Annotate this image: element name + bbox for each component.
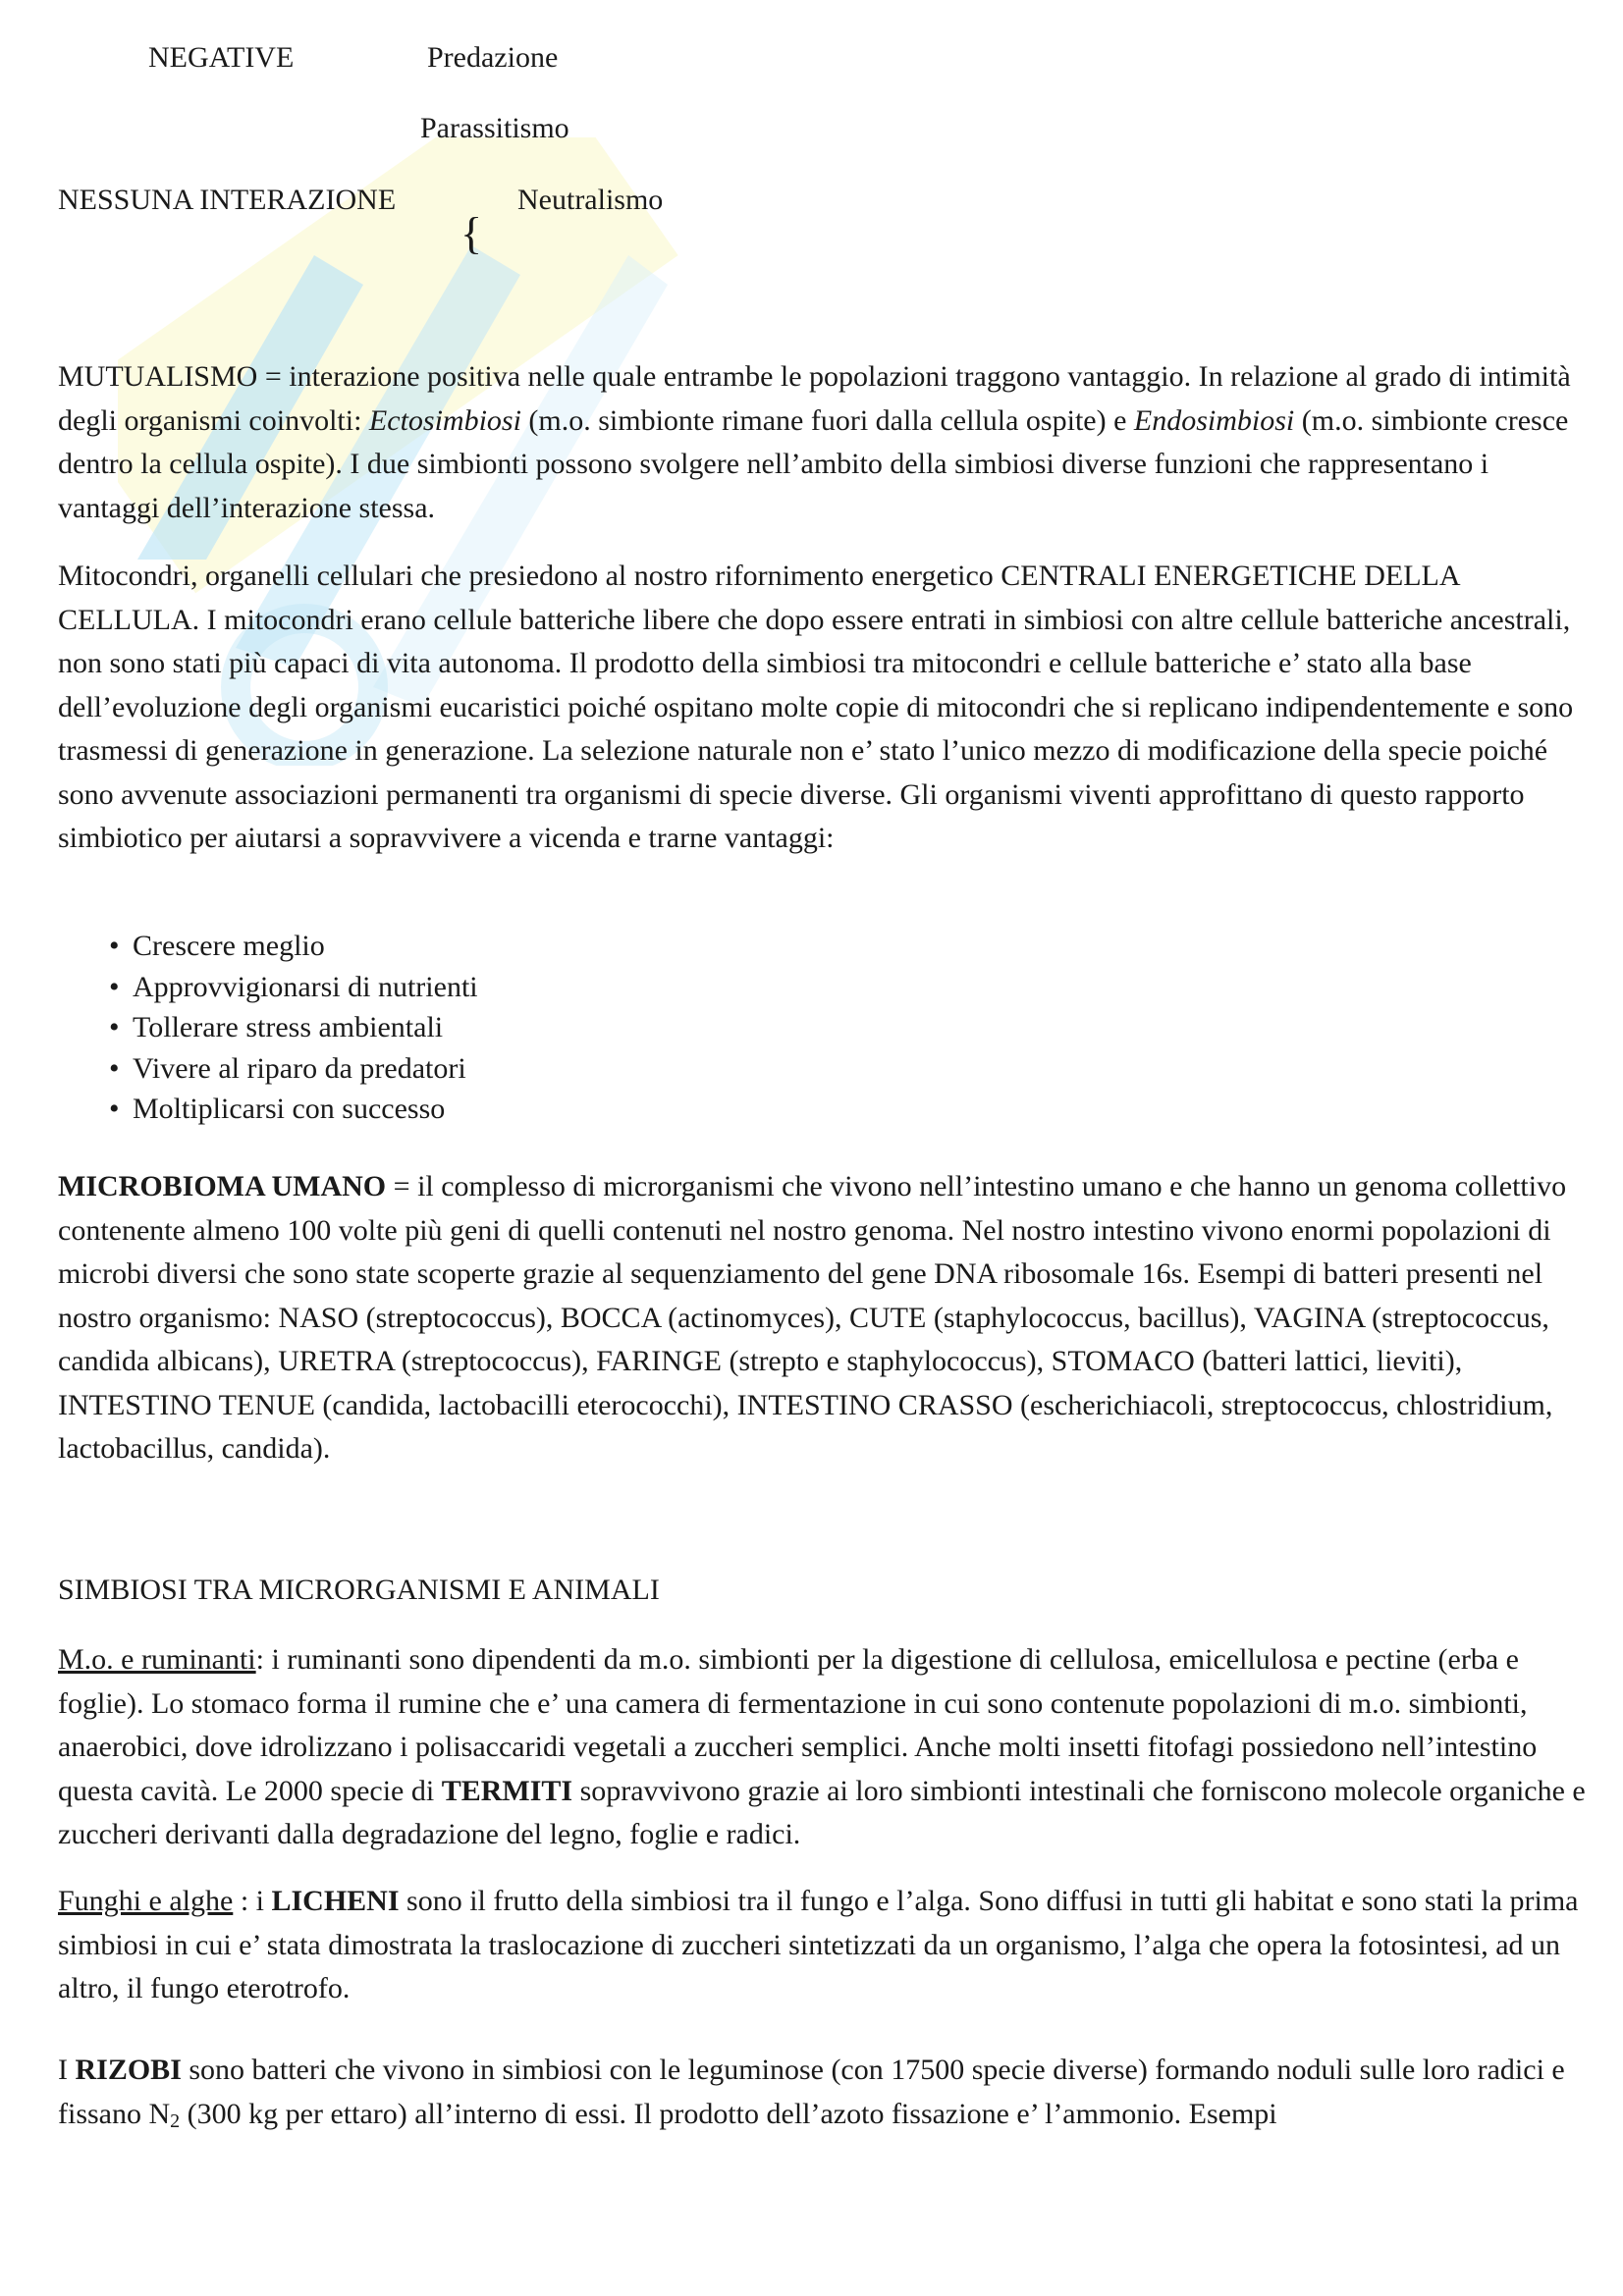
subtitle-ruminanti: M.o. e ruminanti (58, 1643, 256, 1676)
term-licheni: LICHENI (271, 1885, 400, 1917)
rizobi-text-b: sono batteri che vivono in simbiosi con le leguminose (con 17500 specie diverse) formando noduli sulle loro radici e fissano N (58, 2054, 1565, 2130)
term-mutualismo: MUTUALISMO (58, 360, 258, 393)
paragraph-licheni (58, 1880, 1590, 2011)
paragraph-rizobi (58, 2049, 1590, 2136)
label-negative: NEGATIVE (148, 41, 295, 74)
paragraph-microbioma (58, 1165, 1590, 1471)
licheni-text-a: : i (233, 1885, 272, 1917)
list-item: • Crescere meglio (109, 926, 478, 967)
mutualismo-text-c: (m.o. simbionte cresce dentro la cellula ospite). I due simbionti possono svolgere nell’ambito della simbiosi diverse funzioni che rappresentano i vantaggi dell’interazione stessa. (58, 403, 1569, 524)
term-termiti: TERMITI (441, 1774, 573, 1807)
curly-brace-icon: { (460, 208, 483, 258)
term-rizobi: RIZOBI (75, 2054, 182, 2086)
item-neutralismo: Neutralismo (517, 184, 664, 216)
item-parassitismo: Parassitismo (420, 112, 569, 144)
rizobi-text-a: I (58, 2054, 76, 2086)
ruminanti-text-a: : i ruminanti sono dipendenti da m.o. simbionti per la digestione di cellulosa, emicellulosa e pectine (erba e foglie). Lo stomaco forma il rumine che e’ una camera di fermentazione in cui sono contenute popolazioni di m.o. simbionti, anaerobici, dove idrolizzano i polisaccaridi vegetali a zuccheri semplici. Anche molti insetti fitofagi possiedono nell’intestino questa cavità. Le 2000 specie di (58, 1643, 1538, 1807)
advantages-list (109, 926, 478, 1130)
rizobi-text-c: (300 kg per ettaro) all’interno di essi. Il prodotto dell’azoto fissazione e’ l’ammonio. Esempi (180, 2097, 1277, 2130)
paragraph-ruminanti (58, 1638, 1590, 1857)
ruminanti-text-b: sopravvivono grazie ai loro simbionti intestinali che forniscono molecole organiche e zuccheri derivanti dalla degradazione del legno, foglie e radici. (58, 1774, 1586, 1850)
paragraph-mutualismo (58, 355, 1590, 530)
mutualismo-text-b: (m.o. simbionte rimane fuori dalla cellula ospite) e (520, 403, 1134, 437)
paragraph-mitocondri: Mitocondri, organelli cellulari che presiedono al nostro rifornimento energetico CENTRALI ENERGETICHE DELLA CELLULA. I mitocondri erano cellule batteriche libere che dopo essere entrati in simbiosi con altre cellule batteriche ancestrali, non sono stati più capaci di vita autonoma. Il prodotto della simbiosi tra mitocondri e cellule batteriche e’ stato alla base dell’evoluzione degli organismi eucaristici poiché ospitano molte copie di mitocondri che si replicano indipendentemente e sono trasmessi di generazione in generazione. La selezione naturale non e’ stato l’unico mezzo di modificazione della specie poiché sono avvenute associazioni permanenti tra organismi di specie diverse. Gli organismi viventi approfittano di questo rapporto simbiotico per aiutarsi a sopravvivere a vicenda e trarne vantaggi: (58, 560, 1574, 854)
label-nessuna-interazione: NESSUNA INTERAZIONE (58, 184, 397, 216)
mutualismo-text-a: = interazione positiva nelle quale entrambe le popolazioni traggono vantaggio. In relazione al grado di intimità degli organismi coinvolti: (58, 360, 1571, 437)
list-item: • Moltiplicarsi con successo (109, 1089, 478, 1130)
microbioma-text: = il complesso di microrganismi che vivono nell’intestino umano e che hanno un genoma collettivo contenente almeno 100 volte più geni di quelli contenuti nel nostro genoma. Nel nostro intestino vivono enormi popolazioni di microbi diversi che sono state scoperte grazie al sequenziamento del gene DNA ribosomale 16s. Esempi di batteri presenti nel nostro organismo: NASO (streptococcus), BOCCA (actinomyces), CUTE (staphylococcus, bacillus), VAGINA (streptococcus, candida albicans), URETRA (streptococcus), FARINGE (strepto e staphylococcus), STOMACO (batteri lattici, lieviti), INTESTINO TENUE (candida, lactobacilli eterococchi), INTESTINO CRASSO (escherichiacoli, streptococcus, chlostridium, lactobacillus, candida). (58, 1170, 1567, 1465)
term-microbioma-umano: MICROBIOMA UMANO (58, 1170, 387, 1202)
term-endosimbiosi: Endosimbiosi (1133, 403, 1295, 437)
licheni-text-b: sono il frutto della simbiosi tra il fungo e l’alga. Sono diffusi in tutti gli habitat e sono stati la prima simbiosi in cui e’ stata dimostrata la traslocazione di zuccheri sintetizzati da un organismo, l’alga che opera la fotosintesi, ad un altro, il fungo eterotrofo. (58, 1885, 1579, 2004)
subtitle-funghi-alghe: Funghi e alghe (58, 1885, 234, 1917)
subscript-2: 2 (170, 2109, 181, 2132)
section-heading: SIMBIOSI TRA MICRORGANISMI E ANIMALI (58, 1574, 660, 1606)
list-item: • Tollerare stress ambientali (109, 1007, 478, 1048)
list-item: • Vivere al riparo da predatori (109, 1048, 478, 1090)
term-ectosimbiosi: Ectosimbiosi (368, 403, 521, 437)
list-item: • Approvvigionarsi di nutrienti (109, 967, 478, 1008)
item-predazione: Predazione (427, 41, 559, 74)
